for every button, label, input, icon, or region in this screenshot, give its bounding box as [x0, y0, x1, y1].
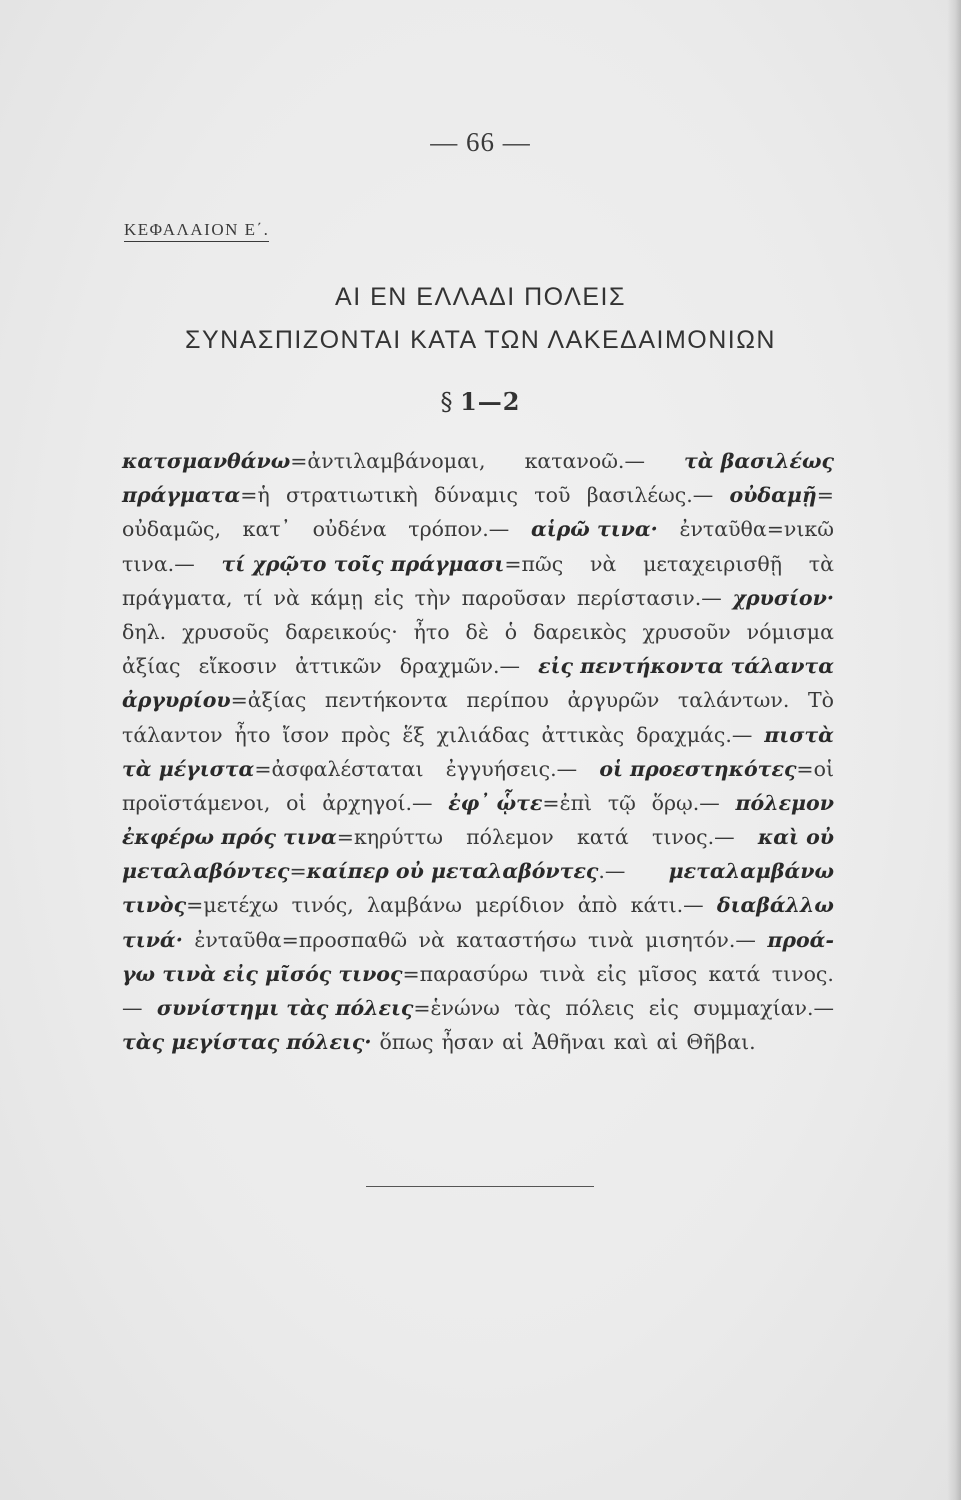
text-line: [122, 718, 834, 752]
gloss-text: πράγματα,: [122, 585, 233, 610]
footer-rule: [366, 1186, 594, 1187]
gloss-text: =: [816, 483, 834, 508]
gloss-text: οὐδένα: [312, 517, 387, 542]
headword: καὶ οὐ: [757, 825, 834, 850]
joined-term: [122, 683, 306, 717]
headword: αἱρῶ τινα·: [530, 517, 658, 542]
text-line: [122, 1025, 834, 1059]
gloss-text: ἀπὸ: [577, 893, 618, 918]
headword: ἐκφέρω πρός τινα: [122, 825, 337, 850]
joined-term: [157, 991, 500, 1025]
gloss-text: αἱ: [502, 1030, 524, 1055]
gloss-text: μερίδιον: [475, 893, 565, 918]
headword: τὰς μεγίστας πόλεις·: [122, 1030, 372, 1055]
gloss-text: στρατιωτικὴ: [286, 483, 418, 508]
gloss-text: τοῦ: [534, 483, 571, 508]
page-edge-shadow: [947, 0, 961, 1500]
gloss-text: τινὰ: [539, 961, 586, 986]
headword: οἱ προεστηκότες: [599, 756, 797, 781]
gloss-text: ἀττικὰς: [541, 722, 625, 747]
gloss-text: οὐδαμῶς,: [122, 517, 222, 542]
headword: πόλεμον: [735, 790, 834, 815]
gloss-text: =κηρύττω: [336, 825, 443, 850]
text-line: [122, 444, 834, 478]
gloss-text: τινὰ: [587, 927, 634, 952]
gloss-text: ἀργυρῶν: [567, 688, 660, 713]
gloss-text: κατά: [576, 825, 629, 850]
headword: προά-: [767, 927, 834, 952]
joined-term: [122, 957, 528, 991]
headword: μεταλαμβάνω: [668, 859, 834, 884]
gloss-text: δὲ: [465, 619, 489, 644]
joined-term: [221, 547, 563, 581]
joined-term: [730, 478, 834, 512]
gloss-text: οἱ: [286, 790, 307, 815]
gloss-text: περίστασιν.—: [576, 585, 722, 610]
gloss-text: =ἀντιλαμβάνομαι,: [290, 449, 486, 473]
section-number: 1—2: [460, 387, 521, 416]
joined-term: [122, 444, 486, 478]
title-line-2: ΣΥΝΑΣΠΙΖΟΝΤΑΙ ΚΑΤΑ ΤΩΝ ΛΑΚΕΔΑΙΜΟΝΙΩΝ: [185, 326, 776, 354]
gloss-text: χιλιάδας: [436, 722, 530, 747]
gloss-text: Θῆβαι.: [686, 1030, 756, 1055]
headword: τινά·: [122, 927, 183, 952]
gloss-text: εἰς: [648, 996, 679, 1020]
joined-term: [122, 752, 424, 786]
gloss-text: προϊστάμενοι,: [122, 790, 271, 815]
joined-term: [122, 820, 443, 854]
text-line: [122, 683, 834, 717]
gloss-text: =μετέχω: [186, 893, 279, 918]
gloss-text: ὅρῳ.—: [651, 790, 720, 815]
headword: χρυσίον·: [732, 585, 834, 610]
gloss-text: τῷ: [607, 790, 636, 815]
gloss-text: ὅπως: [379, 1030, 434, 1055]
gloss-text: =ἐπὶ: [542, 790, 593, 815]
headword: ἐφ᾽ ᾧτε: [448, 790, 543, 815]
gloss-text: αἱ: [656, 1030, 679, 1055]
headword: οὐδαμῇ: [729, 483, 817, 508]
gloss-text: νὰ: [273, 585, 300, 610]
gloss-text: Τὸ: [807, 688, 834, 713]
gloss-text: =πῶς: [504, 551, 564, 576]
joined-term: [448, 786, 592, 820]
headword: τινὸς: [122, 893, 187, 918]
chapter-heading: ΚΕΦΑΛΑΙΟΝ Ε΄.: [124, 220, 269, 242]
gloss-text: πόλεις: [565, 996, 635, 1020]
joined-term: [122, 888, 278, 922]
text-line: [122, 957, 834, 991]
gloss-text: τινος.—: [651, 825, 735, 850]
gloss-text: λαμβάνω: [366, 893, 463, 918]
gloss-text: —: [122, 996, 143, 1020]
gloss-text: τινος.: [771, 961, 834, 986]
headword: τὰ βασιλέως: [684, 449, 834, 473]
gloss-text: ἀττικῶν: [295, 654, 382, 679]
gloss-text: δύναμις: [434, 483, 519, 508]
gloss-text: δηλ.: [122, 619, 167, 644]
text-line: [122, 649, 834, 683]
gloss-text: νόμισμα: [746, 619, 834, 644]
gloss-text: δαρεικούς·: [285, 619, 398, 644]
gloss-text: πρὸς: [341, 722, 391, 747]
gloss-text: ταλάντων.: [677, 688, 790, 713]
gloss-text: ἐνταῦθα=προσπαθῶ: [194, 927, 408, 952]
gloss-text: =: [289, 859, 307, 884]
gloss-text: =ἀσφαλέσταται: [254, 756, 424, 781]
headword: τί χρῷτο τοῖς πράγμασι: [221, 551, 505, 576]
gloss-text: κάτι.—: [630, 893, 704, 918]
gloss-text: καὶ: [613, 1030, 649, 1055]
text-line: [122, 512, 834, 546]
gloss-text: μεταχειρισθῇ: [643, 551, 782, 576]
gloss-text: Ἀθῆναι: [531, 1030, 606, 1055]
joined-term: [122, 478, 270, 512]
headword: μεταλαβόντες: [122, 859, 290, 884]
page-number: — 66 —: [430, 127, 531, 157]
text-line: [122, 615, 834, 649]
title-line-1: ΑΙ ΕΝ ΕΛΛΑΔΙ ΠΟΛΕΙΣ: [335, 283, 626, 311]
headword: πιστὰ: [764, 722, 834, 747]
gloss-text: ἦσαν: [441, 1030, 495, 1055]
gloss-text: τὰς: [514, 996, 551, 1020]
headword: συνίστημι τὰς πόλεις: [156, 996, 414, 1020]
headword: τὰ μέγιστα: [122, 756, 255, 781]
gloss-text: τί: [243, 585, 263, 610]
gloss-text: ἐγγυήσεις.—: [445, 756, 578, 781]
text-line: [122, 478, 834, 512]
gloss-text: μισητόν.—: [645, 927, 756, 952]
gloss-text: κατά: [708, 961, 761, 986]
gloss-text: ἐνταῦθα=νικῶ: [679, 517, 834, 542]
text-line: [122, 581, 834, 615]
gloss-text: τρόπον.—: [408, 517, 510, 542]
gloss-text: ἦτο: [234, 722, 271, 747]
gloss-text: =οἱ: [796, 756, 834, 781]
gloss-text: παροῦσαν: [461, 585, 567, 610]
headword: πράγματα: [122, 483, 241, 508]
section-heading: [0, 387, 961, 416]
gloss-text: τάλαντον: [122, 722, 223, 747]
gloss-text: κατανοῶ.—: [524, 449, 645, 473]
gloss-text: τινός,: [291, 893, 354, 918]
gloss-text: δραχμάς.—: [636, 722, 753, 747]
headword: καίπερ οὐ μεταλαβόντες: [306, 859, 599, 884]
gloss-text: ἀξίας: [122, 654, 181, 679]
gloss-text: ὁ: [504, 619, 518, 644]
gloss-text: πεντήκοντα: [324, 688, 448, 713]
section-sign: §: [440, 388, 453, 416]
gloss-text: ἀρχηγοί.—: [322, 790, 433, 815]
headword: γω τινὰ εἰς μῖσός τινος: [122, 961, 403, 986]
gloss-text: .—: [598, 859, 626, 884]
gloss-text: ἦτο: [413, 619, 450, 644]
gloss-text: δραχμῶν.—: [399, 654, 520, 679]
gloss-text: μῖσος: [638, 961, 698, 986]
gloss-text: κατ᾽: [242, 517, 291, 542]
joined-term: [289, 859, 625, 883]
text-line: [122, 752, 834, 786]
gloss-text: δαρεικὸς: [533, 619, 627, 644]
joined-term: [307, 859, 626, 883]
gloss-text: χρυσοῦν: [642, 619, 731, 644]
headword: εἰς πεντήκοντα τάλαντα: [538, 654, 834, 679]
gloss-text: =παρασύρω: [402, 961, 529, 986]
gloss-text: χρυσοῦς: [182, 619, 270, 644]
joined-term: [599, 752, 834, 786]
headword: κατσμανθάνω: [122, 449, 291, 473]
gloss-text: κάμῃ: [310, 585, 363, 610]
text-line: [122, 820, 834, 854]
text-line: [122, 786, 834, 820]
text-line: [122, 854, 834, 888]
gloss-text: τὴν: [414, 585, 451, 610]
gloss-text: περίπου: [466, 688, 549, 713]
text-line: [122, 547, 834, 581]
gloss-text: πόλεμον: [466, 825, 554, 850]
gloss-text: νὰ: [418, 927, 445, 952]
text-line: [122, 888, 834, 922]
gloss-text: ἕξ: [402, 722, 425, 747]
gloss-text: =ἑνώνω: [413, 996, 500, 1020]
text-line: [122, 991, 834, 1025]
text-line: [122, 923, 834, 957]
gloss-text: =ἡ: [240, 483, 270, 508]
gloss-text: συμμαχίαν.—: [693, 996, 834, 1020]
headword: διαβάλλω: [716, 893, 834, 918]
headword: ἀργυρίου: [122, 688, 231, 713]
gloss-text: εἰς: [373, 585, 404, 610]
glossary-text: [122, 444, 834, 1059]
gloss-text: εἴκοσιν: [198, 654, 277, 679]
gloss-text: =ἀξίας: [230, 688, 307, 713]
gloss-text: τὰ: [808, 551, 834, 576]
gloss-text: νὰ: [589, 551, 617, 576]
gloss-text: τινα.—: [122, 551, 195, 576]
gloss-text: ἴσον: [282, 722, 330, 747]
joined-term: [122, 854, 625, 888]
gloss-text: βασιλέως.—: [586, 483, 714, 508]
gloss-text: εἰς: [596, 961, 627, 986]
gloss-text: καταστήσω: [456, 927, 577, 952]
